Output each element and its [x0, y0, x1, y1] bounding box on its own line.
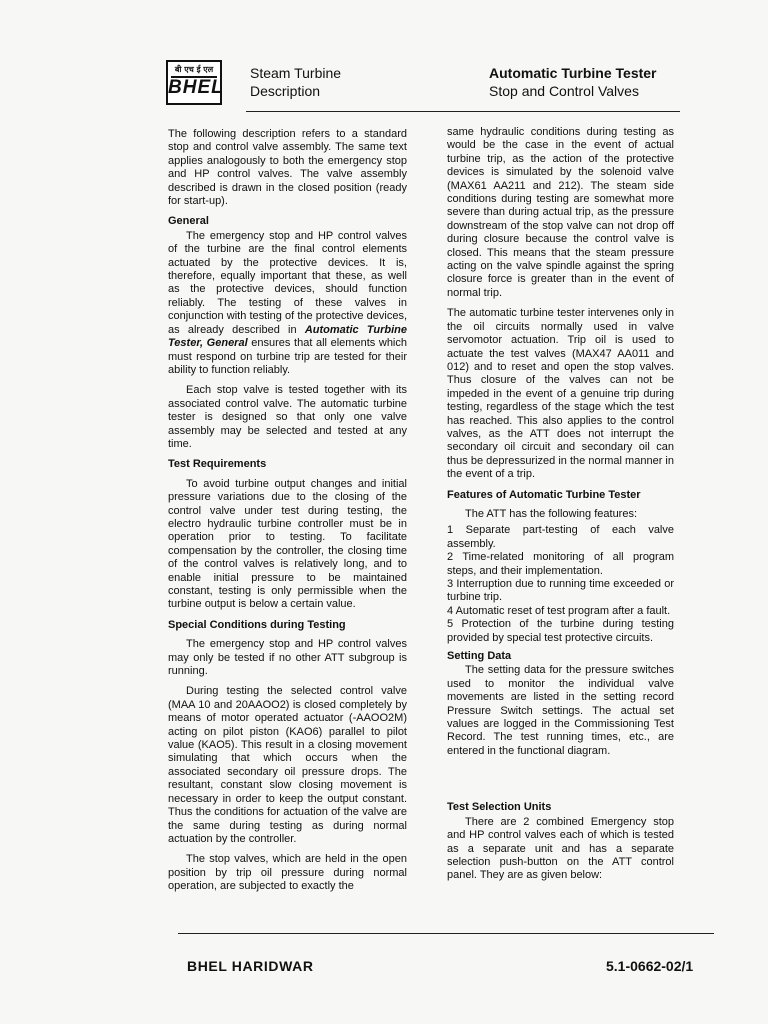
general-heading: General — [168, 215, 209, 228]
header-title: Automatic Turbine Tester — [489, 65, 657, 81]
general-paragraph-1 — [168, 230, 407, 377]
setting-data-paragraph: The setting data for the pressure switches used to monitor the individual valve movements are listed in the setting record Pressure Switch settings. The actual set values are logged in the Commissioning Test Record. The test running times, etc., are entered in the functional diagram. — [447, 664, 674, 757]
logo-mark-text: BHEL — [168, 77, 224, 98]
intro-paragraph: The following description refers to a standard stop and control valve assembly. The same text applies analogously to both the emergency stop and HP control valves. The valve assembly described is drawn in the closed position (ready for start-up). — [168, 128, 407, 208]
general-reference: Automatic Turbine Tester, General — [168, 323, 407, 350]
special-conditions-paragraph-3: The stop valves, which are held in the open position by trip oil pressure during normal operation, are subjected to exactly the — [168, 853, 407, 893]
continued-paragraph: same hydraulic conditions during testing as would be the case in the event of actual turbine trip, as the action of the protective devices is simulated by the solenoid valve (MAX61 AA211 and 212). The steam side conditions during testing are somewhat more severe than during actual trip, as the pressure downstream of the stop valve can not drop off during closure because the control valve is closed. This means that the steam pressure acting on the valve spindle against the spring closure force is greater than in the event of normal trip. — [447, 126, 674, 299]
footer-doc-number: 5.1-0662-02/1 — [606, 958, 694, 974]
list-item: 2 Time-related monitoring of all program steps, and their implementation. — [447, 551, 674, 577]
list-item: 1 Separate part-testing of each valve assembly. — [447, 524, 674, 550]
header-doc-type: Description — [250, 83, 321, 99]
bhel-logo — [166, 60, 222, 105]
general-text-a: The emergency stop and HP control valves of the turbine are the final control elements actuated by the protective devices. It is, therefore, equally important that these, as well as the protective devices, should function reliably. The testing of these valves in conjunction with testing of the protective devices, as already described in — [168, 229, 407, 336]
setting-data-heading: Setting Data — [447, 650, 512, 663]
test-selection-heading: Test Selection Units — [447, 801, 552, 814]
general-paragraph-2: Each stop valve is tested together with its associated control valve. The automatic turbine tester is designed so that only one valve assembly may be selected and tested at any time. — [168, 384, 407, 450]
left-column — [168, 128, 407, 901]
special-conditions-paragraph-1: The emergency stop and HP control valves may only be tested if no other ATT subgroup is running. — [168, 638, 407, 678]
special-conditions-paragraph-2: During testing the selected control valve (MAA 10 and 20AAOO2) is closed completely by means of motor operated actuator (-AAOO2M) acting on pilot piston (KAO6) parallel to pilot value (KAO5). This result in a closing movement simulating that which occurs when the associated secondary oil pressure drops. The resultant, constant slow closing movement is necessary in order to keep the output constant. Thus the conditions for actuation of the valve are the same during testing as during normal actuation by the controller. — [168, 685, 407, 845]
header-left — [250, 64, 341, 100]
list-item: 3 Interruption due to running time exceeded or turbine trip. — [447, 578, 674, 604]
att-intervention-paragraph: The automatic turbine tester intervenes only in the oil circuits normally used in valve servomotor actuation. Trip oil is used to actuate the test valves (MAX47 AA011 and 012) and to reset and open the stop valves. Thus closure of the valves can not be impeded in the event of a genuine trip during testing, regardless of the stage which the test has reached. This also applies to the control valves, as the ATT does not interrupt the secondary oil circuit and secondary oil can thus be depressurized in the normal manner in the event of a trip. — [447, 307, 674, 481]
footer-rule — [178, 933, 714, 934]
header-subtitle: Stop and Control Valves — [489, 83, 639, 99]
features-intro: The ATT has the following features: — [465, 507, 638, 520]
logo-hindi-text: बी एच ई एल — [174, 65, 214, 74]
footer-organization: BHEL HARIDWAR — [187, 958, 314, 974]
header-right — [489, 64, 657, 100]
header-subject: Steam Turbine — [250, 65, 342, 81]
special-conditions-heading: Special Conditions during Testing — [168, 618, 346, 631]
list-item: 5 Protection of the turbine during testing provided by special test protective circuits. — [447, 618, 674, 644]
general-text-b: ensures that all elements which must respond on turbine trip are tested for their ability to function reliably. — [168, 337, 407, 376]
features-list — [447, 524, 674, 645]
test-selection-paragraph: There are 2 combined Emergency stop and HP control valves each of which is tested as a separate unit and has a separate selection push-button on the ATT control panel. They are as given below: — [447, 815, 674, 882]
header-rule — [246, 111, 680, 112]
test-requirements-paragraph: To avoid turbine output changes and initial pressure variations due to the closing of the control valve under test during testing, the electro hydraulic turbine controller must be in operation prior to testing. To facilitate compensation by the controller, the closing time of the control valves is relatively long, and to enable initial pressure to be maintained constant, testing is only permissible when the turbine output is below a certain value. — [168, 477, 407, 611]
features-heading: Features of Automatic Turbine Tester — [447, 488, 641, 501]
list-item: 4 Automatic reset of test program after a fault. — [447, 604, 671, 617]
right-column — [447, 126, 674, 890]
test-requirements-heading: Test Requirements — [168, 458, 267, 471]
